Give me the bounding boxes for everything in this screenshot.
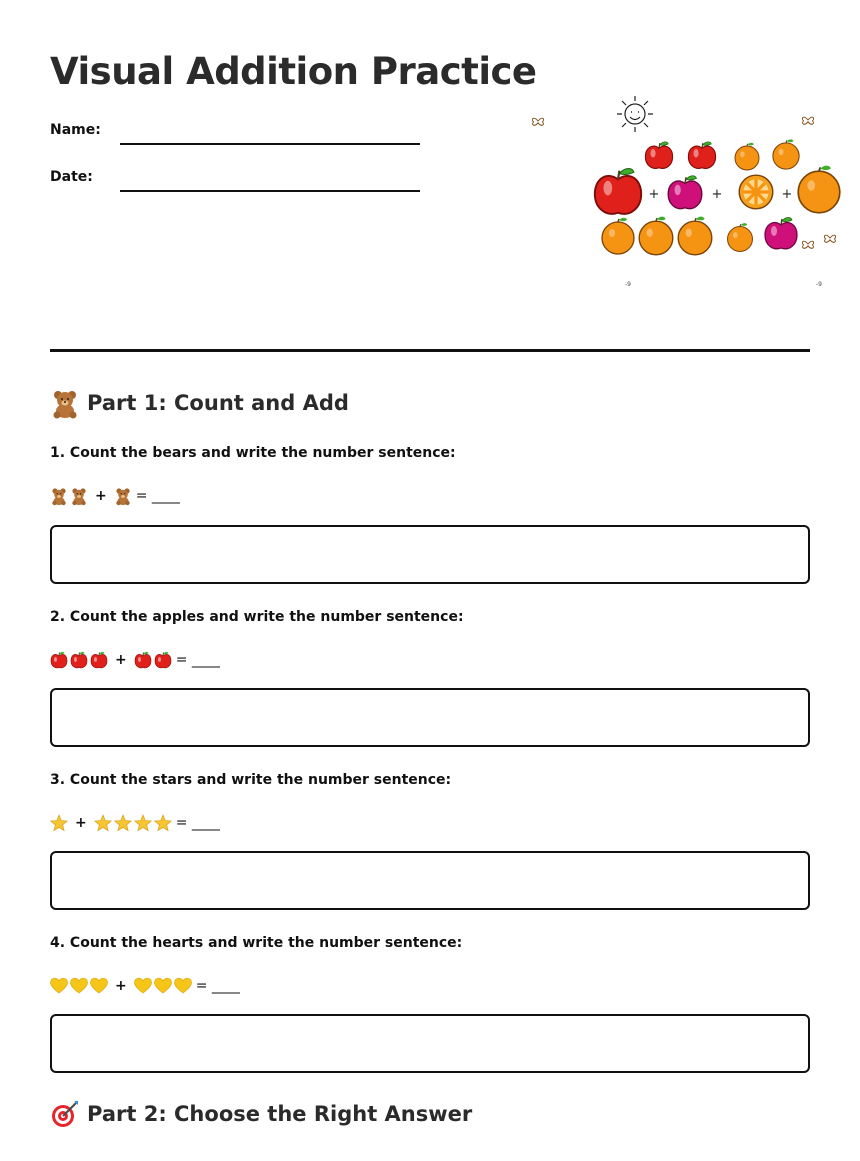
butterfly-icon (824, 235, 835, 242)
star-icon (134, 814, 152, 832)
teddy-bear-icon (50, 388, 80, 418)
yellow-heart-icon (50, 977, 68, 995)
right-group (114, 487, 134, 505)
equals-blank: = ____ (175, 652, 220, 668)
apple-icon (90, 651, 108, 669)
yellow-heart-icon (90, 977, 108, 995)
question-4-text: 4. Count the hearts and write the number sentence: (50, 935, 463, 951)
small-mark: -9 (625, 281, 631, 288)
question-1-expression (50, 485, 180, 507)
page-title: Visual Addition Practice (50, 50, 537, 93)
apple-icon (134, 651, 152, 669)
question-2-text: 2. Count the apples and write the number sentence: (50, 609, 464, 625)
butterfly-icon (802, 117, 813, 124)
equals-blank: = ____ (175, 815, 220, 831)
section-divider (50, 349, 810, 352)
date-field[interactable] (120, 190, 420, 192)
equals-blank: = ____ (195, 978, 240, 994)
plus-sign: + (115, 978, 127, 994)
answer-box-4[interactable] (50, 1014, 810, 1073)
left-group (50, 651, 110, 669)
right-group (94, 814, 174, 832)
star-icon (94, 814, 112, 832)
equals-blank: = ____ (135, 488, 180, 504)
fruit-addition-illustration (540, 92, 822, 292)
target-icon (50, 1099, 80, 1129)
apple-icon (688, 142, 715, 169)
part-1-title: Part 1: Count and Add (87, 391, 349, 415)
orange-icon (639, 217, 673, 255)
orange-icon (602, 218, 634, 254)
right-group (134, 651, 174, 669)
teddy-bear-icon (70, 487, 88, 505)
yellow-heart-icon (174, 977, 192, 995)
butterfly-icon (532, 118, 543, 125)
part-1-heading (50, 388, 349, 418)
plus-sign: + (648, 187, 660, 202)
star-icon (154, 814, 172, 832)
apple-icon (595, 169, 641, 214)
question-2-expression (50, 649, 220, 671)
yellow-heart-icon (70, 977, 88, 995)
question-1-text: 1. Count the bears and write the number sentence: (50, 445, 456, 461)
plus-sign: + (95, 488, 107, 504)
question-4-expression (50, 975, 240, 997)
sun-icon (617, 96, 653, 132)
apple-icon (765, 218, 797, 249)
part-2-heading (50, 1099, 472, 1129)
apple-icon (50, 651, 68, 669)
part-2-title: Part 2: Choose the Right Answer (87, 1102, 473, 1126)
butterfly-icon (802, 241, 813, 248)
right-group (134, 977, 194, 995)
star-icon (114, 814, 132, 832)
yellow-heart-icon (154, 977, 172, 995)
apple-icon (154, 651, 172, 669)
orange-icon (678, 217, 712, 255)
answer-box-3[interactable] (50, 851, 810, 910)
orange-icon (735, 143, 759, 170)
plus-sign: + (711, 187, 723, 202)
left-group (50, 814, 70, 832)
left-group (50, 487, 90, 505)
orange-icon (728, 223, 753, 251)
question-3-expression (50, 812, 220, 834)
small-mark: -9 (816, 281, 822, 288)
name-field[interactable] (120, 143, 420, 145)
teddy-bear-icon (50, 487, 68, 505)
answer-box-1[interactable] (50, 525, 810, 584)
teddy-bear-icon (114, 487, 132, 505)
apple-icon (668, 176, 702, 209)
orange-icon (798, 166, 840, 213)
apple-icon (70, 651, 88, 669)
orange-icon (773, 139, 799, 169)
name-label: Name: (50, 122, 101, 138)
left-group (50, 977, 110, 995)
answer-box-2[interactable] (50, 688, 810, 747)
question-3-text: 3. Count the stars and write the number sentence: (50, 772, 452, 788)
plus-sign: + (115, 652, 127, 668)
plus-sign: + (75, 815, 87, 831)
yellow-heart-icon (134, 977, 152, 995)
apple-icon (645, 142, 672, 169)
orange-icon (739, 175, 773, 209)
plus-sign: + (781, 187, 793, 202)
date-label: Date: (50, 169, 93, 185)
star-icon (50, 814, 68, 832)
